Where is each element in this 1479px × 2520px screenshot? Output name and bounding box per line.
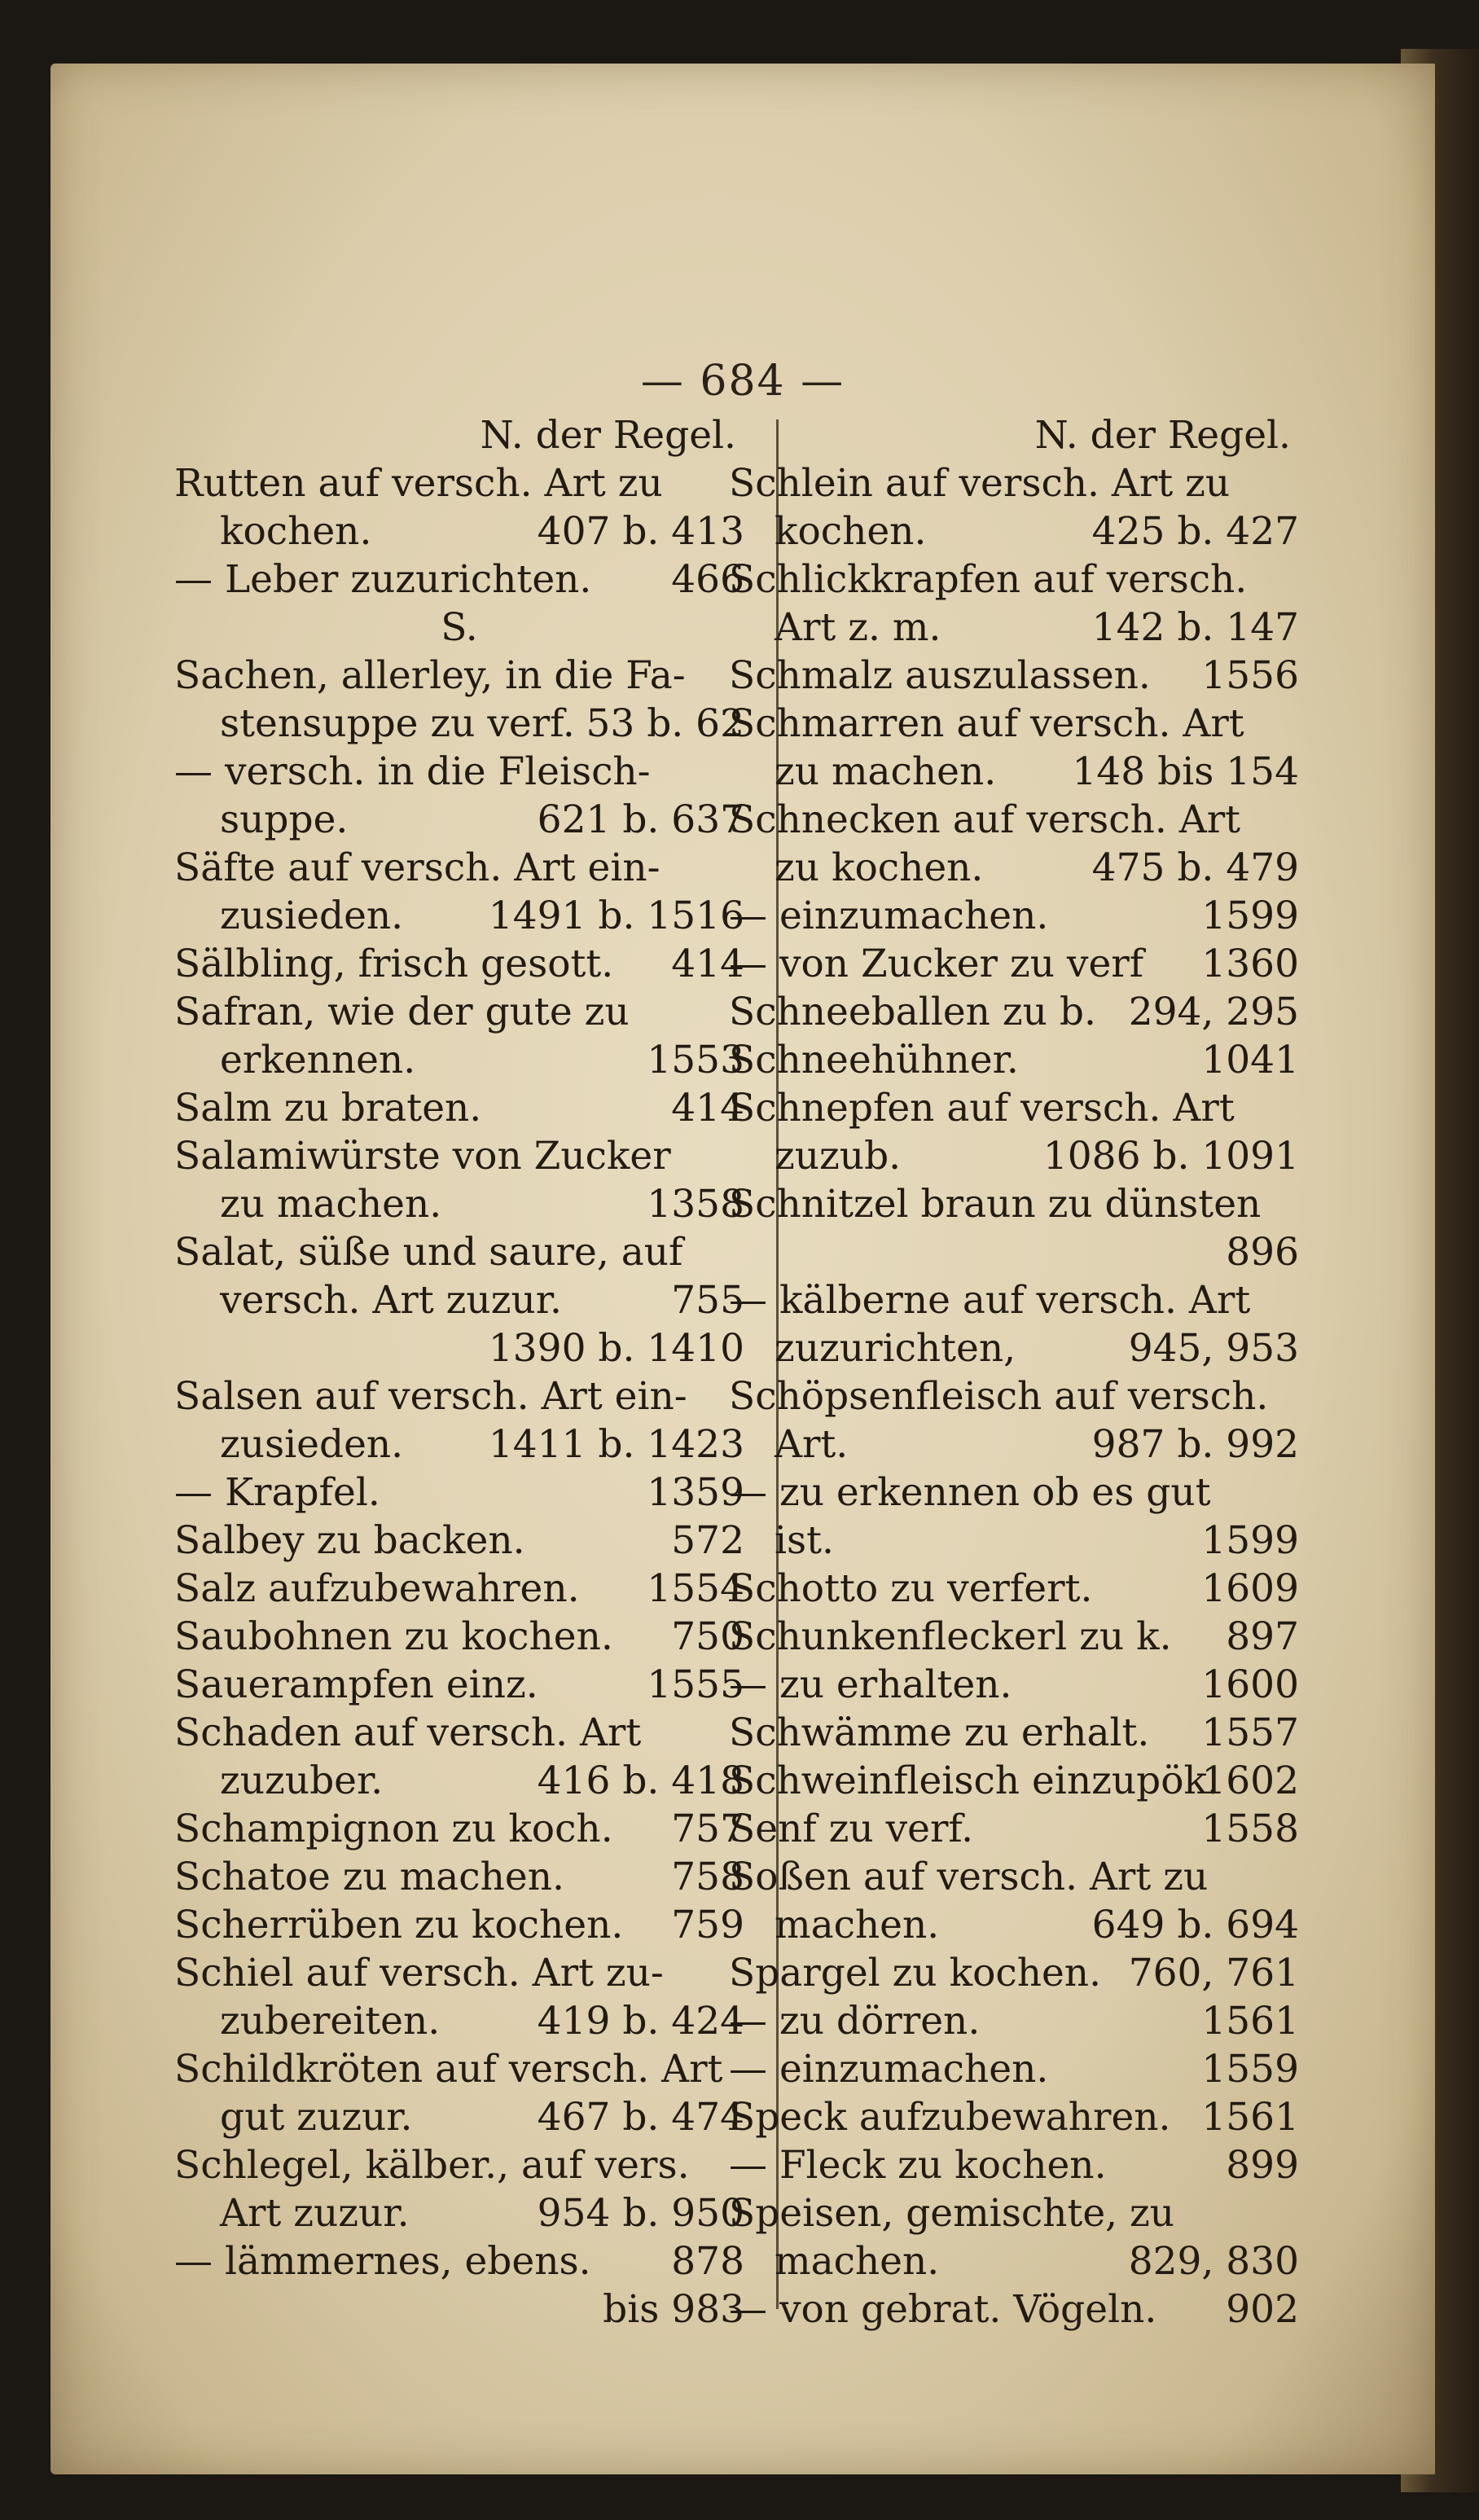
index-entry — [729, 796, 1299, 892]
entry-term: Salm zu braten. — [174, 1086, 482, 1130]
index-entry — [174, 1853, 744, 1901]
entry-term: — kälberne auf versch. Art — [729, 1278, 1251, 1323]
index-entry — [729, 1949, 1299, 1997]
entry-term-continued: zuzuber. — [220, 1758, 384, 1803]
entry-term-continued: Art zuzur. — [220, 2191, 410, 2236]
entry-term: Salamiwürste von Zucker — [174, 1134, 671, 1179]
entry-term: Schnecken auf versch. Art — [729, 797, 1241, 842]
entry-rule-number: 897 — [1226, 1614, 1299, 1659]
entry-rule-number: 954 b. 950 — [537, 2191, 744, 2236]
entry-term: — einzumachen. — [729, 893, 1049, 938]
entry-rule-number: 414 — [671, 1086, 744, 1130]
entry-rule-number: 414 — [671, 942, 744, 986]
entry-term: — lämmernes, ebens. — [174, 2239, 591, 2284]
entry-rule-number: 425 b. 427 — [1091, 509, 1299, 554]
entry-rule-number: 572 — [671, 1518, 744, 1563]
entry-rule-number: 1561 — [1201, 1999, 1299, 2044]
entry-rule-number: 878 — [671, 2239, 744, 2284]
index-entry — [729, 1180, 1299, 1276]
entry-rule-number: 466 — [671, 557, 744, 602]
entry-term: Schöpsenfleisch auf versch. — [729, 1374, 1269, 1419]
index-entry — [174, 459, 744, 555]
index-entry — [729, 1469, 1299, 1565]
entry-term-continued: machen. — [775, 2239, 940, 2284]
entry-rule-number-continued: 1390 b. 1410 — [488, 1326, 744, 1371]
entry-term: Schweinfleisch einzupök. — [729, 1758, 1219, 1803]
entry-term-continued: zu kochen. — [775, 845, 984, 890]
index-entry — [729, 1709, 1299, 1757]
entry-rule-number: 1557 — [1201, 1710, 1299, 1755]
right-column-header: N. der Regel. — [1034, 413, 1291, 458]
entry-rule-number: 419 b. 424 — [537, 1999, 744, 2044]
entry-rule-number: 1491 b. 1516 — [488, 893, 744, 938]
index-entry — [174, 1517, 744, 1565]
entry-term-continued: zusieden. — [220, 893, 404, 938]
entry-rule-number: 1041 — [1201, 1038, 1299, 1082]
entry-term: — von gebrat. Vögeln. — [729, 2287, 1157, 2332]
entry-term-continued: zuzub. — [775, 1134, 902, 1179]
entry-rule-number: 1558 — [1201, 1807, 1299, 1851]
entry-term-continued: erkennen. — [220, 1038, 416, 1082]
index-entry — [729, 2189, 1299, 2285]
right-index-column — [729, 411, 1299, 2333]
entry-rule-number: 750 — [671, 1614, 744, 1659]
entry-term: Safran, wie der gute zu — [174, 990, 630, 1034]
entry-term: Scherrüben zu kochen. — [174, 1903, 624, 1947]
entry-rule-number: 416 b. 418 — [537, 1758, 744, 1803]
entry-rule-number: 142 b. 147 — [1091, 605, 1299, 650]
entry-rule-number: 758 — [671, 1855, 744, 1899]
entry-term: — zu dörren. — [729, 1999, 981, 2044]
entry-term-continued: versch. Art zuzur. — [220, 1278, 562, 1323]
index-entry — [729, 940, 1299, 988]
index-entry — [174, 1949, 744, 2045]
entry-rule-number: 1359 — [647, 1470, 744, 1515]
entry-term: Schiel auf versch. Art zu- — [174, 1951, 664, 1995]
index-entry — [174, 1228, 744, 1372]
entry-term: — Leber zuzurichten. — [174, 557, 592, 602]
entry-rule-number: 757 — [671, 1807, 744, 1851]
index-entry — [729, 652, 1299, 700]
entry-term: Schampignon zu koch. — [174, 1807, 613, 1851]
entry-rule-number: 621 b. 637 — [537, 797, 744, 842]
left-index-column — [174, 411, 744, 2333]
entry-term: Schotto zu verfert. — [729, 1566, 1093, 1611]
entry-rule-number: 1411 b. 1423 — [488, 1422, 744, 1467]
entry-term-continued: suppe. — [220, 797, 349, 842]
index-entry — [174, 555, 744, 604]
index-entry — [729, 1757, 1299, 1805]
index-entry — [174, 940, 744, 988]
index-entry — [729, 1853, 1299, 1949]
entry-rule-number: 1602 — [1201, 1758, 1299, 1803]
entry-term-continued: kochen. — [220, 509, 372, 554]
entry-rule-number: 760, 761 — [1128, 1951, 1299, 1995]
entry-rule-number: 899 — [1226, 2143, 1299, 2188]
entry-term: Schnitzel braun zu dünsten — [729, 1182, 1262, 1227]
entry-rule-number: 407 b. 413 — [537, 509, 744, 554]
entry-term: Schmarren auf versch. Art — [729, 701, 1244, 746]
index-entry — [729, 1372, 1299, 1469]
left-column-header: N. der Regel. — [480, 413, 736, 458]
entry-term: Sachen, allerley, in die Fa- — [174, 653, 686, 698]
entry-term-continued: zu machen. — [220, 1182, 442, 1227]
entry-term: Schmalz auszulassen. — [729, 653, 1151, 698]
index-entry — [729, 988, 1299, 1036]
entry-rule-number: 1600 — [1201, 1662, 1299, 1707]
index-entry — [174, 1132, 744, 1228]
index-entry — [174, 844, 744, 940]
entry-rule-number: 1553 — [647, 1038, 744, 1082]
entry-term: Schwämme zu erhalt. — [729, 1710, 1150, 1755]
entry-term: Schildkröten auf versch. Art — [174, 2047, 723, 2092]
entry-rule-number: 1360 — [1201, 942, 1299, 986]
index-entry — [174, 2237, 744, 2333]
index-entry — [729, 2141, 1299, 2189]
entry-term-continued: stensuppe zu verf. — [220, 701, 575, 746]
entry-term: Säfte auf versch. Art ein- — [174, 845, 661, 890]
entry-term: Schlickkrapfen auf versch. — [729, 557, 1248, 602]
index-entry — [174, 1709, 744, 1805]
index-entry — [729, 1084, 1299, 1180]
entry-rule-number: 1561 — [1201, 2095, 1299, 2140]
entry-rule-number: 649 b. 694 — [1091, 1903, 1299, 1947]
index-entry — [174, 1901, 744, 1949]
index-entry — [729, 1805, 1299, 1853]
entry-term: — versch. in die Fleisch- — [174, 749, 651, 794]
index-entry — [729, 1276, 1299, 1372]
index-entry — [174, 2045, 744, 2141]
index-entry — [174, 1661, 744, 1709]
index-entry — [729, 1036, 1299, 1084]
entry-rule-number: 759 — [671, 1903, 744, 1947]
index-entry — [174, 2141, 744, 2237]
entry-rule-number: 1599 — [1201, 893, 1299, 938]
index-entry — [174, 1613, 744, 1661]
entry-term: Speisen, gemischte, zu — [729, 2191, 1175, 2236]
entry-term-continued: machen. — [775, 1903, 940, 1947]
entry-term-continued: kochen. — [775, 509, 927, 554]
page-number-header: — 684 — — [640, 357, 845, 406]
entry-rule-number: 902 — [1226, 2287, 1299, 2332]
entry-term-continued: zubereiten. — [220, 1999, 441, 2044]
entry-term-continued: ist. — [775, 1518, 834, 1563]
entry-term: Salsen auf versch. Art ein- — [174, 1374, 687, 1419]
index-entry — [729, 700, 1299, 796]
entry-term: — einzumachen. — [729, 2047, 1049, 2092]
entry-rule-number: 1556 — [1201, 653, 1299, 698]
index-entry — [729, 1997, 1299, 2045]
entry-term-continued: zu machen. — [775, 749, 997, 794]
entry-term: Soßen auf versch. Art zu — [729, 1855, 1209, 1899]
index-entry — [174, 988, 744, 1084]
index-entry — [729, 1565, 1299, 1613]
entry-rule-number: 1554 — [647, 1566, 744, 1611]
index-entry — [174, 1084, 744, 1132]
entry-term: — Krapfel. — [174, 1470, 380, 1515]
entry-rule-number: 945, 953 — [1128, 1326, 1299, 1371]
entry-rule-number: 1609 — [1201, 1566, 1299, 1611]
entry-term: Schunkenfleckerl zu k. — [729, 1614, 1172, 1659]
entry-rule-number: 1559 — [1201, 2047, 1299, 2092]
entry-term: — von Zucker zu verf — [729, 942, 1144, 986]
entry-term: Schlegel, kälber., auf vers. — [174, 2143, 690, 2188]
entry-term: Speck aufzubewahren. — [729, 2095, 1171, 2140]
entry-term-continued: zuzurichten, — [775, 1326, 1016, 1371]
index-entry — [729, 1661, 1299, 1709]
entry-term: Sälbling, frisch gesott. — [174, 942, 614, 986]
entry-term: Salbey zu backen. — [174, 1518, 525, 1563]
entry-term-continued: Art. — [775, 1422, 849, 1467]
entry-rule-number: 1358 — [647, 1182, 744, 1227]
entry-term-continued: Art z. m. — [775, 605, 941, 650]
entry-rule-number: 294, 295 — [1128, 990, 1299, 1034]
index-entry — [729, 555, 1299, 652]
index-entry — [729, 1613, 1299, 1661]
entry-term: Sauerampfen einz. — [174, 1662, 538, 1707]
entry-rule-number: 755 — [671, 1278, 744, 1323]
index-entry — [729, 459, 1299, 555]
index-entry — [729, 2093, 1299, 2141]
index-entry — [174, 652, 744, 748]
entry-rule-number: 896 — [1226, 1230, 1299, 1275]
index-entry — [174, 748, 744, 844]
entry-term: Schneeballen zu b. — [729, 990, 1096, 1034]
entry-term: Schaden auf versch. Art — [174, 1710, 642, 1755]
entry-term: Schatoe zu machen. — [174, 1855, 564, 1899]
entry-rule-number: 1555 — [647, 1662, 744, 1707]
entry-rule-number: 1086 b. 1091 — [1042, 1134, 1299, 1179]
entry-rule-number: 53 b. 62 — [586, 701, 744, 746]
entry-term: Salz aufzubewahren. — [174, 1566, 580, 1611]
entry-term: Rutten auf versch. Art zu — [174, 461, 663, 506]
index-entry — [174, 1372, 744, 1469]
entry-term-continued: gut zuzur. — [220, 2095, 413, 2140]
index-entry — [729, 2045, 1299, 2093]
entry-rule-number: 1599 — [1201, 1518, 1299, 1563]
entry-rule-number: 987 b. 992 — [1091, 1422, 1299, 1467]
entry-term-continued: zusieden. — [220, 1422, 404, 1467]
entry-term: — Fleck zu kochen. — [729, 2143, 1107, 2188]
entry-term: Senf zu verf. — [729, 1807, 974, 1851]
entry-rule-number: 475 b. 479 — [1091, 845, 1299, 890]
entry-term: Schnepfen auf versch. Art — [729, 1086, 1235, 1130]
index-entry — [174, 1469, 744, 1517]
entry-term: Spargel zu kochen. — [729, 1951, 1102, 1995]
entry-term: Salat, süße und saure, auf — [174, 1230, 683, 1275]
index-entry — [174, 1805, 744, 1853]
entry-term-continued — [729, 1228, 1299, 1276]
index-entry — [729, 892, 1299, 940]
entry-rule-number-continued: bis 983 — [603, 2287, 744, 2332]
entry-term: Schlein auf versch. Art zu — [729, 461, 1231, 506]
entry-rule-number: 148 bis 154 — [1072, 749, 1299, 794]
entry-term: Saubohnen zu kochen. — [174, 1614, 613, 1659]
entry-term: Schneehühner. — [729, 1038, 1019, 1082]
entry-term: — zu erkennen ob es gut — [729, 1470, 1211, 1515]
entry-rule-number: 467 b. 474 — [537, 2095, 744, 2140]
entry-term: — zu erhalten. — [729, 1662, 1012, 1707]
section-letter: S. — [441, 605, 478, 650]
entry-rule-number: 829, 830 — [1128, 2239, 1299, 2284]
index-entry — [729, 2285, 1299, 2333]
index-entry — [174, 1565, 744, 1613]
